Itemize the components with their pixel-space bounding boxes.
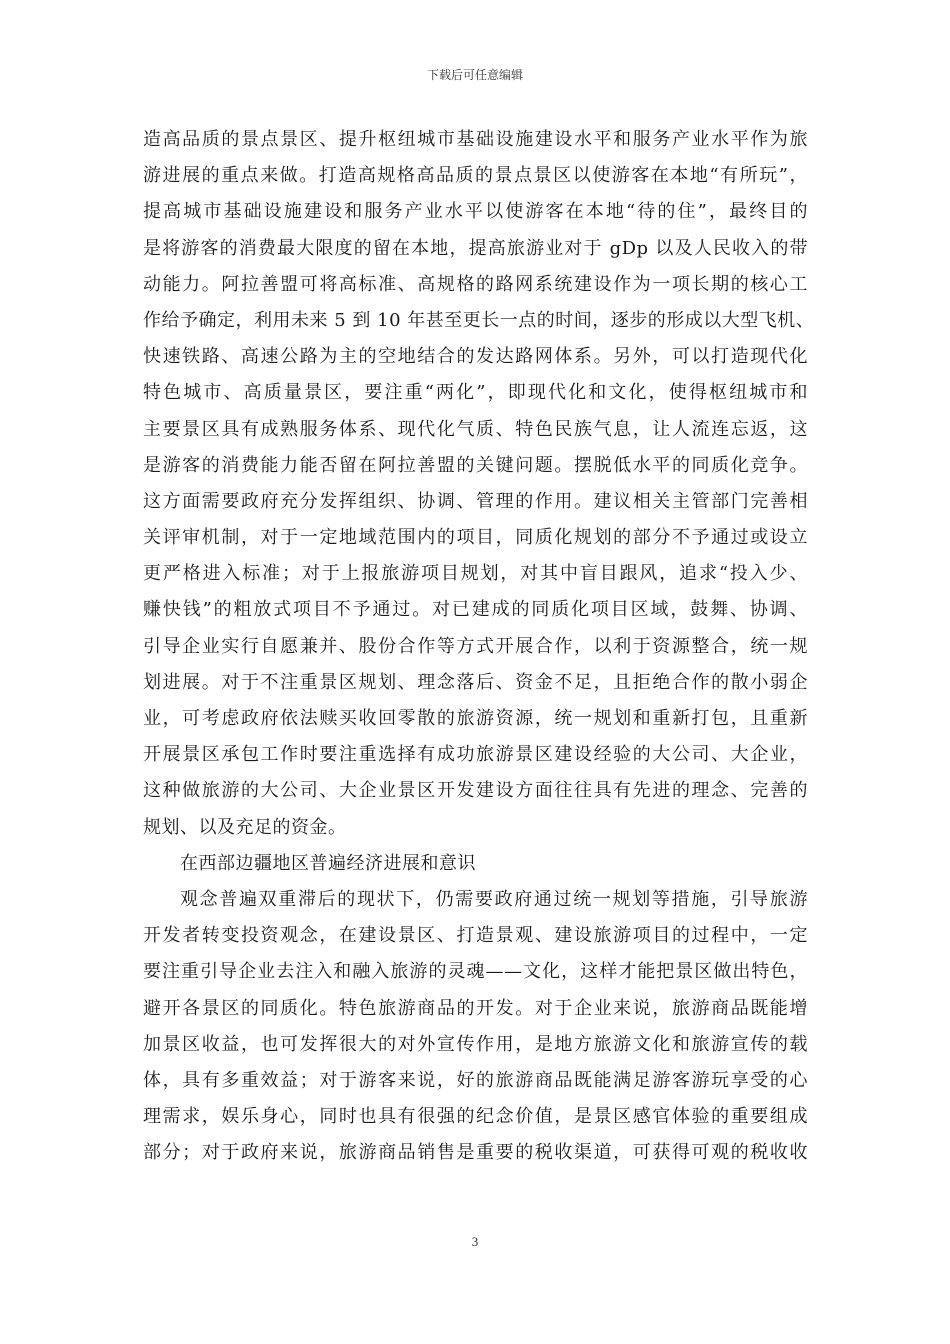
body-line: 业，可考虑政府依法赎买收回零散的旅游资源，统一规划和重新打包，且重新: [143, 708, 808, 729]
body-line: 在西部边疆地区普遍经济进展和意识: [180, 852, 476, 874]
body-line: 避开各景区的同质化。特色旅游商品的开发。对于企业来说，旅游商品既能增: [143, 997, 808, 1019]
body-line: 动能力。阿拉善盟可将高标准、高规格的路网系统建设作为一项长期的核心工: [143, 273, 808, 295]
body-line: 主要景区具有成熟服务体系、现代化气质、特色民族气息，让人流连忘返，这: [143, 418, 808, 440]
body-line: 引导企业实行自愿兼并、股份合作等方式开展合作，以利于资源整合，统一规: [143, 635, 808, 657]
body-line: 划进展。对于不注重景区规划、理念落后、资金不足，且拒绝合作的散小弱企: [143, 671, 808, 693]
body-line: 提高城市基础设施建设和服务产业水平以使游客在本地“待的住”，最终目的: [143, 201, 808, 223]
body-line: 快速铁路、高速公路为主的空地结合的发达路网体系。另外，可以打造现代化: [143, 346, 808, 368]
body-line: 这方面需要政府充分发挥组织、协调、管理的作用。建议相关主管部门完善相: [143, 490, 808, 512]
body-line: 关评审机制，对于一定地域范围内的项目，同质化规划的部分不予通过或设立: [143, 527, 808, 549]
page-number: 3: [471, 1234, 479, 1249]
body-line: 部分；对于政府来说，旅游商品销售是重要的税收渠道，可获得可观的税收收: [143, 1142, 808, 1164]
body-line: 体，具有多重效益；对于游客来说，好的旅游商品既能满足游客游玩享受的心: [143, 1069, 808, 1091]
body-line: 加景区收益，也可发挥很大的对外宣传作用，是地方旅游文化和旅游宣传的载: [143, 1033, 808, 1055]
body-line: 特色城市、高质量景区，要注重“两化”，即现代化和文化，使得枢纽城市和: [143, 382, 808, 404]
page-header: 下载后可任意编辑: [426, 68, 523, 82]
body-line: 规划、以及充足的资金。: [143, 816, 347, 838]
body-line: 理需求，娱乐身心，同时也具有很强的纪念价值，是景区感官体验的重要组成: [143, 1106, 808, 1128]
body-line: 开展景区承包工作时要注重选择有成功旅游景区建设经验的大公司、大企业，: [143, 744, 808, 766]
body-line: 更严格进入标准；对于上报旅游项目规划，对其中盲目跟风，追求“投入少、: [143, 563, 808, 585]
body-line: 造高品质的景点景区、提升枢纽城市基础设施建设水平和服务产业水平作为旅: [143, 129, 808, 150]
body-line: 这种做旅游的大公司、大企业景区开发建设方面往往具有先进的理念、完善的: [143, 780, 808, 802]
body-line: 是将游客的消费最大限度的留在本地，提高旅游业对于 gDp 以及人民收入的带: [143, 237, 808, 259]
body-line: 观念普遍双重滞后的现状下，仍需要政府通过统一规划等措施，引导旅游: [180, 888, 808, 910]
body-line: 作给予确定，利用未来 5 到 10 年甚至更长一点的时间，逐步的形成以大型飞机、: [143, 309, 815, 331]
body-line: 开发者转变投资观念，在建设景区、打造景观、建设旅游项目的过程中，一定: [143, 925, 808, 947]
body-text: [143, 122, 815, 1171]
body-line: 游进展的重点来做。打造高规格高品质的景点景区以使游客在本地“有所玩”，: [143, 165, 808, 187]
body-line: 赚快钱”的粗放式项目不予通过。对已建成的同质化项目区域，鼓舞、协调、: [143, 599, 808, 621]
body-line: 要注重引导企业去注入和融入旅游的灵魂——文化，这样才能把景区做出特色，: [143, 961, 808, 983]
body-line: 是游客的消费能力能否留在阿拉善盟的关键问题。摆脱低水平的同质化竞争。: [143, 454, 808, 476]
